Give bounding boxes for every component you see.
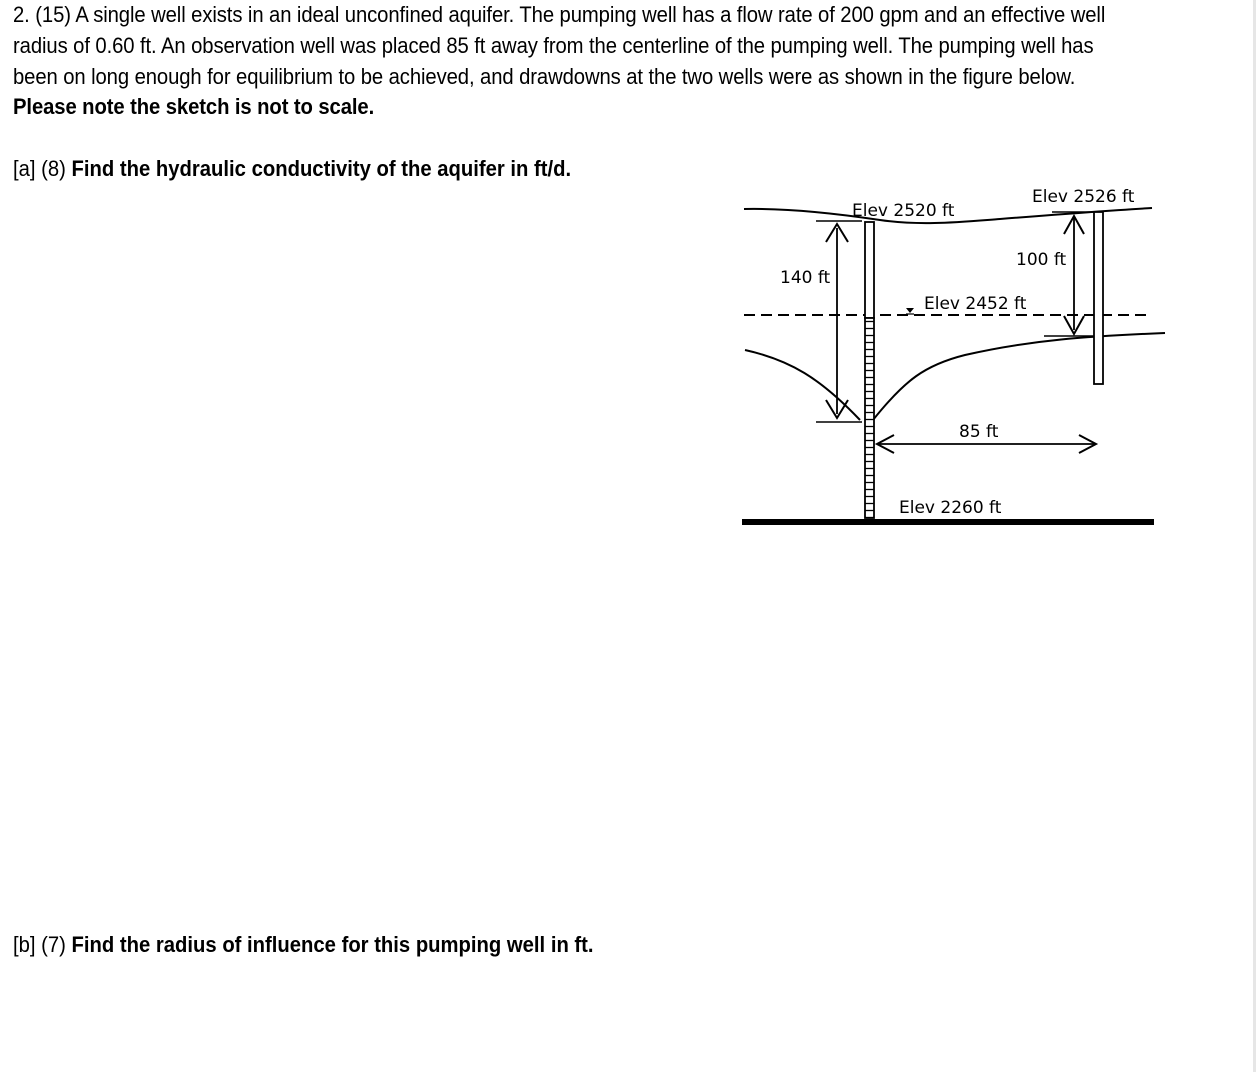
part-b-label: [b]	[13, 932, 36, 957]
label-elev-ground-observation: Elev 2526 ft	[1032, 187, 1135, 207]
impermeable-base	[742, 519, 1154, 525]
problem-number: 2.	[13, 2, 30, 27]
part-b-points: (7)	[41, 932, 66, 957]
part-a-question: Find the hydraulic conductivity of the aquifer in ft/d.	[71, 156, 572, 181]
pumping-well-screen	[865, 318, 874, 518]
label-85-ft: 85 ft	[959, 422, 999, 442]
water-table-symbol	[906, 308, 914, 314]
problem-text: A single well exists in an ideal unconfined aquifer. The pumping well has a flow rate of 200 gpm and an effective well radius of 0.60 ft. An observation well was placed 85 ft away from the centerline of the pumping well. The pumping well has been on long enough for equilibrium to be achieved, and drawdowns at the two wells were as shown in the figure below.	[13, 2, 1106, 89]
drawdown-cone-right	[873, 333, 1165, 420]
part-a-label: [a]	[13, 156, 36, 181]
label-elev-ground-pumping: Elev 2520 ft	[852, 201, 955, 221]
label-140-ft: 140 ft	[780, 268, 831, 288]
dimension-100-ft	[1044, 212, 1094, 336]
label-elev-base: Elev 2260 ft	[899, 498, 1002, 518]
part-a-points: (8)	[41, 156, 66, 181]
problem-points: (15)	[35, 2, 71, 27]
observation-well	[1094, 212, 1103, 384]
problem-note: Please note the sketch is not to scale.	[13, 94, 375, 120]
label-100-ft: 100 ft	[1016, 250, 1067, 270]
dimension-140-ft	[816, 221, 862, 422]
label-elev-static-water: Elev 2452 ft	[924, 294, 1027, 314]
pumping-well-casing	[865, 222, 874, 318]
part-b-question: Find the radius of influence for this pumping well in ft.	[71, 932, 594, 957]
